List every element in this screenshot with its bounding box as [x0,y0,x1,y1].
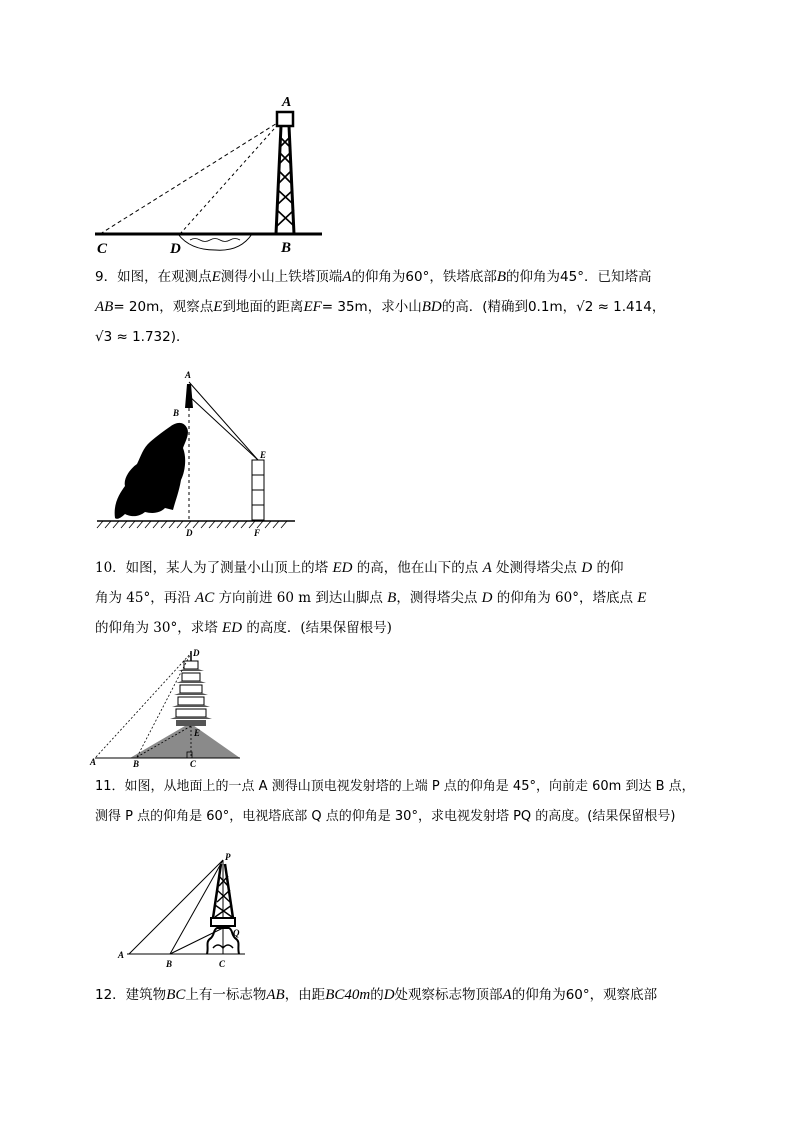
label-f: F [254,528,261,538]
figure-tower-cdb [90,92,330,257]
label-b: B [133,759,140,769]
problem-10: 10．如图，某人为了测量小山顶上的塔 ED 的高，他在山下的点 A 处测得塔尖点 D 的仰 角为 45°，再沿 AC 方向前进 60 m 到达山脚点 B，测得塔尖点 D 的仰角为 60°，塔底点 E 的仰角为 30°，求塔 ED 的高度．(结果保留根号) [95,560,647,636]
label-c: C [219,959,226,969]
label-c: C [97,241,108,257]
problem-12: 12．建筑物BC上有一标志物AB，由距BC40m的D处观察标志物顶部A的仰角为60°，观察底部 [95,987,658,1003]
label-e: E [260,450,267,460]
label-a: A [185,370,192,380]
label-d: D [170,241,181,257]
label-d: D [193,648,200,658]
label-q: Q [233,928,240,938]
label-b: B [173,408,180,418]
problem-11: 11．如图，从地面上的一点 A 测得山顶电视发射塔的上端 P 点的仰角是 45°，向前走 60m 到达 B 点， 测得 P 点的仰角是 60°，电视塔底部 Q 点的仰角是 30°，求电视发射塔 PQ 的高度。(结果保留根号) [95,779,695,824]
label-p: P [225,852,231,862]
problem-9: 9．如图，在观测点E测得小山上铁塔顶端A的仰角为60°，铁塔底部B的仰角为45°．已知塔高 AB= 20m，观察点E到地面的距离EF= 35m，求小山BD的高．(精确到0.1m，√2 ≈ 1.414， √3 ≈ 1.732)． [95,269,666,345]
figure-tv-tower [115,850,260,970]
label-a: A [282,95,292,110]
label-b: B [166,959,173,969]
label-c: C [190,759,197,769]
label-a: A [90,757,97,767]
label-e: E [194,728,201,738]
figure-pagoda [90,643,250,768]
figure-hill-tower-ef [95,368,300,540]
label-b: B [281,240,292,256]
label-d: D [186,528,193,538]
label-a: A [118,950,125,960]
